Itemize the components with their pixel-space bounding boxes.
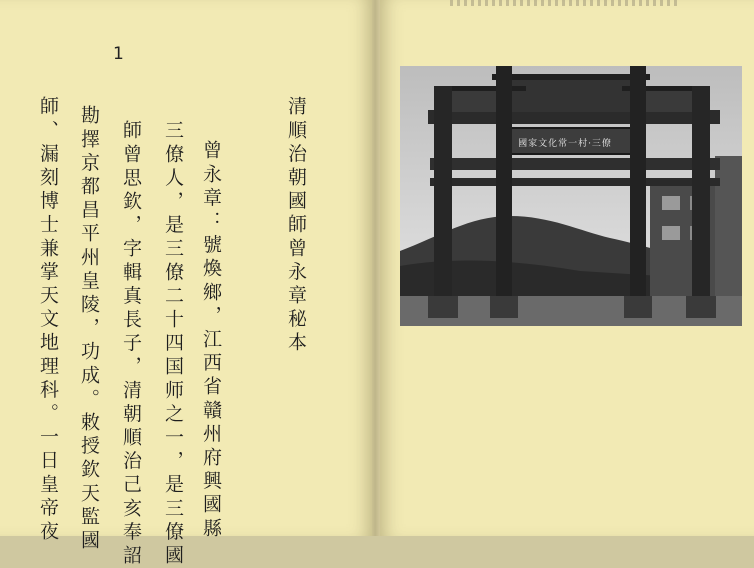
page-title: 清順治朝國師曾永章秘本 [285,96,307,356]
arch-inscription: 國家文化常一村·三僚 [518,139,612,149]
text-column-3: 師曾思欽，字輯真長子，清朝順治己亥奉詔 [120,120,142,568]
text-column-5: 師、漏刻博士兼掌天文地理科。一日皇帝夜 [37,96,59,545]
archway-illustration [400,66,742,326]
left-page [0,0,372,568]
text-column-4: 勘擇京都昌平州皇陵，功成。敕授欽天監國 [78,105,100,554]
text-column-1: 曾永章：號煥鄉，江西省贛州府興國縣 [200,140,222,542]
text-column-2: 三僚人，是三僚二十四国师之一，是三僚國 [162,120,184,568]
page-number: 1 [113,44,124,64]
scan-bleed-marks [450,0,680,6]
archway-photo [400,66,742,326]
